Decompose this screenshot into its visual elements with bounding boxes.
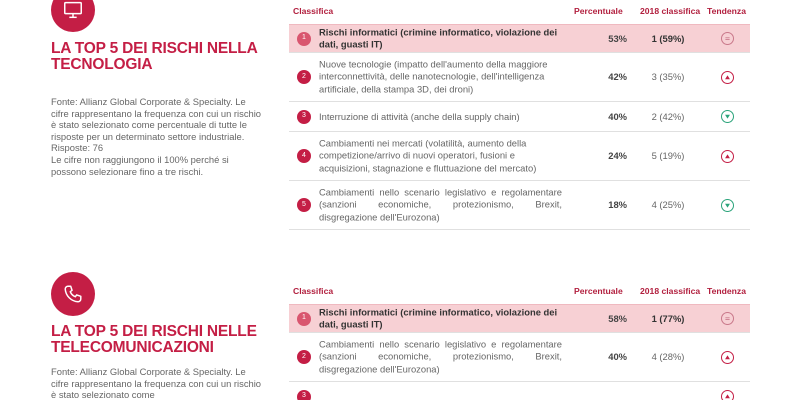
rank-2018: 1 (77%) [651,312,685,324]
risk-description: Rischi informatici (crimine informatico, violazione dei dati, guasti IT) [319,306,558,330]
table-row [289,53,750,102]
section-notes [51,366,266,400]
rank-badge: 4 [297,149,311,163]
risk-percent: 24% [608,149,627,161]
risk-percent: 42% [608,70,627,82]
header-rank: Classifica [293,286,334,296]
rank-2018: 4 (28%) [651,350,685,362]
rank-badge: 1 [297,32,311,46]
telecom-risk-section [0,268,800,400]
risk-table [289,4,750,230]
rank-badge: 2 [297,350,311,364]
trend-up-icon [721,71,734,84]
header-percent: Percentuale [574,286,623,296]
trend-equal-icon [721,32,734,45]
rank-2018: 5 (19%) [651,149,685,161]
risk-description: Nuove tecnologie (impatto dell'aumento della maggiore interconnettività, delle nanotecnologie, dell'intelligenza artificiale, della stampa 3D, dei droni) [319,58,548,95]
source-note: Fonte: Allianz Global Corporate & Specialty. Le cifre rappresentano la frequenza con cui un rischio è stato selezionato come [51,366,262,400]
trend-down-icon [721,199,734,212]
table-row [289,382,750,400]
trend-down-icon [721,110,734,123]
monitor-icon [51,0,95,32]
responses-note: Risposte: 76 [51,142,104,154]
rank-badge: 5 [297,198,311,212]
table-row [289,132,750,181]
rank-badge: 1 [297,312,311,326]
header-percent: Percentuale [574,6,623,16]
rank-badge: 2 [297,70,311,84]
table-row [289,102,750,132]
header-rank: Classifica [293,6,334,16]
header-trend: Tendenza [707,286,746,296]
rank-2018: 2 (42%) [651,110,685,122]
rank-2018: 3 (35%) [651,70,685,82]
header-2018-rank: 2018 classifica [640,286,701,296]
table-row [289,304,750,333]
table-row [289,181,750,230]
risk-description: Rischi informatici (crimine informatico, violazione dei dati, guasti IT) [319,26,558,50]
table-header [289,284,750,304]
risk-percent: 18% [608,198,627,210]
risk-description: Interruzione di attività (anche della supply chain) [319,110,520,122]
header-2018-rank: 2018 classifica [640,6,701,16]
phone-icon [51,272,95,316]
risk-percent: 58% [608,312,627,324]
table-row [289,24,750,53]
rank-badge: 3 [297,390,311,400]
table-header [289,4,750,24]
risk-percent: 40% [608,350,627,362]
risk-percent: 53% [608,32,627,44]
percent-note: Le cifre non raggiungono il 100% perché si possono selezionare fino a tre rischi. [51,153,229,177]
risk-table [289,284,750,400]
table-row [289,333,750,382]
section-notes [51,96,266,177]
section-title: LA TOP 5 DEI RISCHI NELLA TECNOLOGIA [51,40,257,73]
header-trend: Tendenza [707,6,746,16]
risk-description: Cambiamenti nello scenario legislativo e regolamentare (sanzioni economiche, protezionismo, Brexit, disgregazione dell'Eurozona) [319,186,562,223]
rank-badge: 3 [297,110,311,124]
risk-description: Cambiamenti nello scenario legislativo e regolamentare (sanzioni economiche, protezionismo, Brexit, disgregazione dell'Eurozona) [319,338,562,375]
section-title: LA TOP 5 DEI RISCHI NELLE TELECOMUNICAZIONI [51,323,257,356]
risk-description: Cambiamenti nei mercati (volatilità, aumento della competizione/arrivo di nuovi operatori, fusioni e acquisizioni, stagnazione e fluttuazione del mercato) [319,137,537,174]
trend-up-icon [721,150,734,163]
trend-up-icon [721,351,734,364]
source-note: Fonte: Allianz Global Corporate & Specialty. Le cifre rappresentano la frequenza con cui un rischio è stato selezionato come percentuale di tutte le risposte per un determinato settore industriale. [51,96,262,142]
trend-equal-icon [721,312,734,325]
rank-2018: 4 (25%) [651,198,685,210]
rank-2018: 1 (59%) [651,32,685,44]
risk-percent: 40% [608,110,627,122]
trend-up-icon [721,390,734,400]
